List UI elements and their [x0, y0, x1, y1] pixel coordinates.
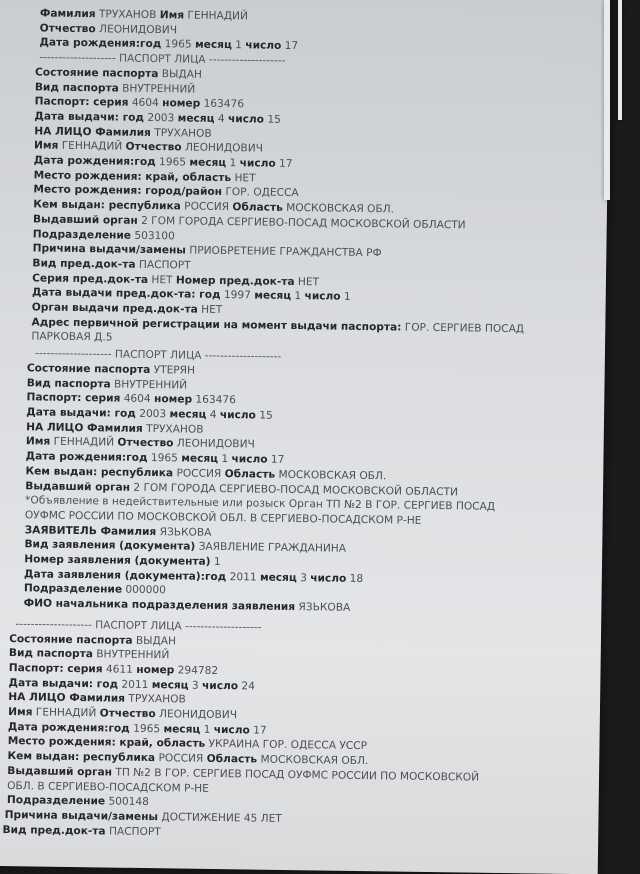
p3-reason: Причина выдачи/замены ДОСТИЖЕНИЕ 45 ЛЕТ: [4, 808, 282, 825]
p3-name: Имя ГЕННАДИЙ Отчество ЛЕОНИДОВИЧ: [8, 706, 238, 722]
p2-issued-by: Кем выдан: республика РОССИЯ Область МОСКОВСКАЯ ОБЛ.: [25, 465, 387, 483]
p2-app-date: Дата заявления (документа):год 2011 месяц 3 число 18: [23, 567, 364, 585]
p3-birthplace: Место рождения: край, область УКРАИНА ГОР. ОДЕССА УССР: [7, 735, 368, 753]
p3-series: Паспорт: серия 4611 номер 294782: [8, 661, 219, 677]
p1-series: Паспорт: серия 4604 номер 163476: [34, 95, 245, 111]
document: [0, 6, 620, 846]
p2-subdivision: Подразделение 000000: [23, 582, 166, 597]
p3-type: Вид паспорта ВНУТРЕННИЙ: [8, 647, 170, 662]
p2-issue-date: Дата выдачи: год 2003 месяц 4 число 15: [26, 406, 273, 422]
p2-app-number: Номер заявления (документа) 1: [24, 553, 221, 569]
p3-authority-2: ОБЛ. В СЕРГИЕВО-ПОСАДСКОМ Р-НЕ: [7, 779, 209, 795]
p2-app-type: Вид заявления (документа) ЗАЯВЛЕНИЕ ГРАЖДАНИНА: [24, 538, 347, 556]
p2-series: Паспорт: серия 4604 номер 163476: [26, 391, 237, 407]
p2-notice-2: ОУФМС РОССИИ ПО МОСКОВСКОЙ ОБЛ. В СЕРГИЕВО-ПОСАДСКОМ Р-НЕ: [24, 509, 422, 527]
section-separator: -------------------- ПАСПОРТ ЛИЦА --------------------: [35, 347, 282, 363]
p3-dob: Дата рождения:год 1965 месяц 1 число 17: [7, 720, 267, 737]
p2-chief: ФИО начальника подразделения заявления ЯЗЬКОВА: [23, 597, 351, 614]
p1-name: Имя ГЕННАДИЙ Отчество ЛЕОНИДОВИЧ: [33, 139, 264, 155]
p2-type: Вид паспорта ВНУТРЕННИЙ: [26, 376, 188, 392]
p2-onface: НА ЛИЦО Фамилия ТРУХАНОВ: [26, 420, 204, 436]
p1-status: Состояние паспорта ВЫДАН: [34, 66, 203, 81]
p2-notice: *Объявление в недействительные или розыск Орган ТП №2 В ГОР. СЕРГИЕВ ПОСАД: [25, 494, 496, 514]
p3-issue-date: Дата выдачи: год 2011 месяц 3 число 24: [8, 676, 256, 693]
p1-onface: НА ЛИЦО Фамилия ТРУХАНОВ: [34, 124, 212, 140]
p3-status: Состояние паспорта ВЫДАН: [9, 632, 177, 647]
p1-reason: Причина выдачи/замены ПРИОБРЕТЕНИЕ ГРАЖДАНСТВА РФ: [32, 242, 382, 260]
p3-subdivision: Подразделение 500148: [6, 794, 150, 809]
section-separator: -------------------- ПАСПОРТ ЛИЦА --------------------: [39, 51, 286, 67]
p2-dob: Дата рождения:год 1965 месяц 1 число 17: [25, 450, 285, 466]
p3-onface: НА ЛИЦО Фамилия ТРУХАНОВ: [8, 691, 186, 706]
header-patronymic-line: Отчество ЛЕОНИДОВИЧ: [39, 22, 178, 37]
p3-issued-by: Кем выдан: республика РОССИЯ Область МОСКОВСКАЯ ОБЛ.: [7, 750, 369, 768]
p1-authority: Выдавший орган 2 ГОМ ГОРОДА СЕРГИЕВО-ПОСАД МОСКОВСКОЙ ОБЛАСТИ: [32, 213, 466, 232]
p1-subdivision: Подразделение 503100: [32, 227, 175, 242]
header-dob-line: Дата рождения:год 1965 месяц 1 число 17: [39, 36, 299, 53]
header-name-line: Фамилия ТРУХАНОВ Имя ГЕННАДИЙ: [39, 7, 249, 23]
p1-prev-authority: Орган выдачи пред.док-та НЕТ: [31, 301, 223, 317]
p2-name: Имя ГЕННАДИЙ Отчество ЛЕОНИДОВИЧ: [25, 435, 255, 451]
p1-birthplace-region: Место рождения: край, область НЕТ: [33, 169, 256, 185]
p2-status: Состояние паспорта УТЕРЯН: [26, 362, 196, 377]
p1-issue-date: Дата выдачи: год 2003 месяц 4 число 15: [34, 110, 281, 126]
p2-authority: Выдавший орган 2 ГОМ ГОРОДА СЕРГИЕВО-ПОСАД МОСКОВСКОЙ ОБЛАСТИ: [25, 479, 459, 498]
p3-authority: Выдавший орган ТП №2 В ГОР. СЕРГИЕВ ПОСАД ОУФМС РОССИИ ПО МОСКОВСКОЙ: [7, 764, 480, 784]
p1-address-2: ПАРКОВАЯ Д.5: [31, 330, 113, 344]
section-separator: -------------------- ПАСПОРТ ЛИЦА --------------------: [15, 617, 262, 634]
p3-prev-doc: Вид пред.док-та ПАСПОРТ: [2, 823, 161, 838]
p1-prev-doc: Вид пред.док-та ПАСПОРТ: [32, 257, 191, 272]
p1-issued-by: Кем выдан: республика РОССИЯ Область МОСКОВСКАЯ ОБЛ.: [33, 198, 395, 216]
p1-birthplace-city: Место рождения: город/район ГОР. ОДЕССА: [33, 183, 299, 200]
p1-prev-issue: Дата выдачи пред.док-та: год 1997 месяц 1 число 1: [31, 286, 351, 304]
p1-dob: Дата рождения:год 1965 месяц 1 число 17: [33, 154, 293, 170]
p2-applicant: ЗАЯВИТЕЛЬ Фамилия ЯЗЬКОВА: [24, 523, 212, 539]
p1-prev-series: Серия пред.док-та НЕТ Номер пред.док-та НЕТ: [32, 271, 320, 288]
p1-type: Вид паспорта ВНУТРЕННИЙ: [34, 80, 196, 96]
p1-address: Адрес первичной регистрации на момент выдачи паспорта: ГОР. СЕРГИЕВ ПОСАД: [31, 316, 525, 335]
